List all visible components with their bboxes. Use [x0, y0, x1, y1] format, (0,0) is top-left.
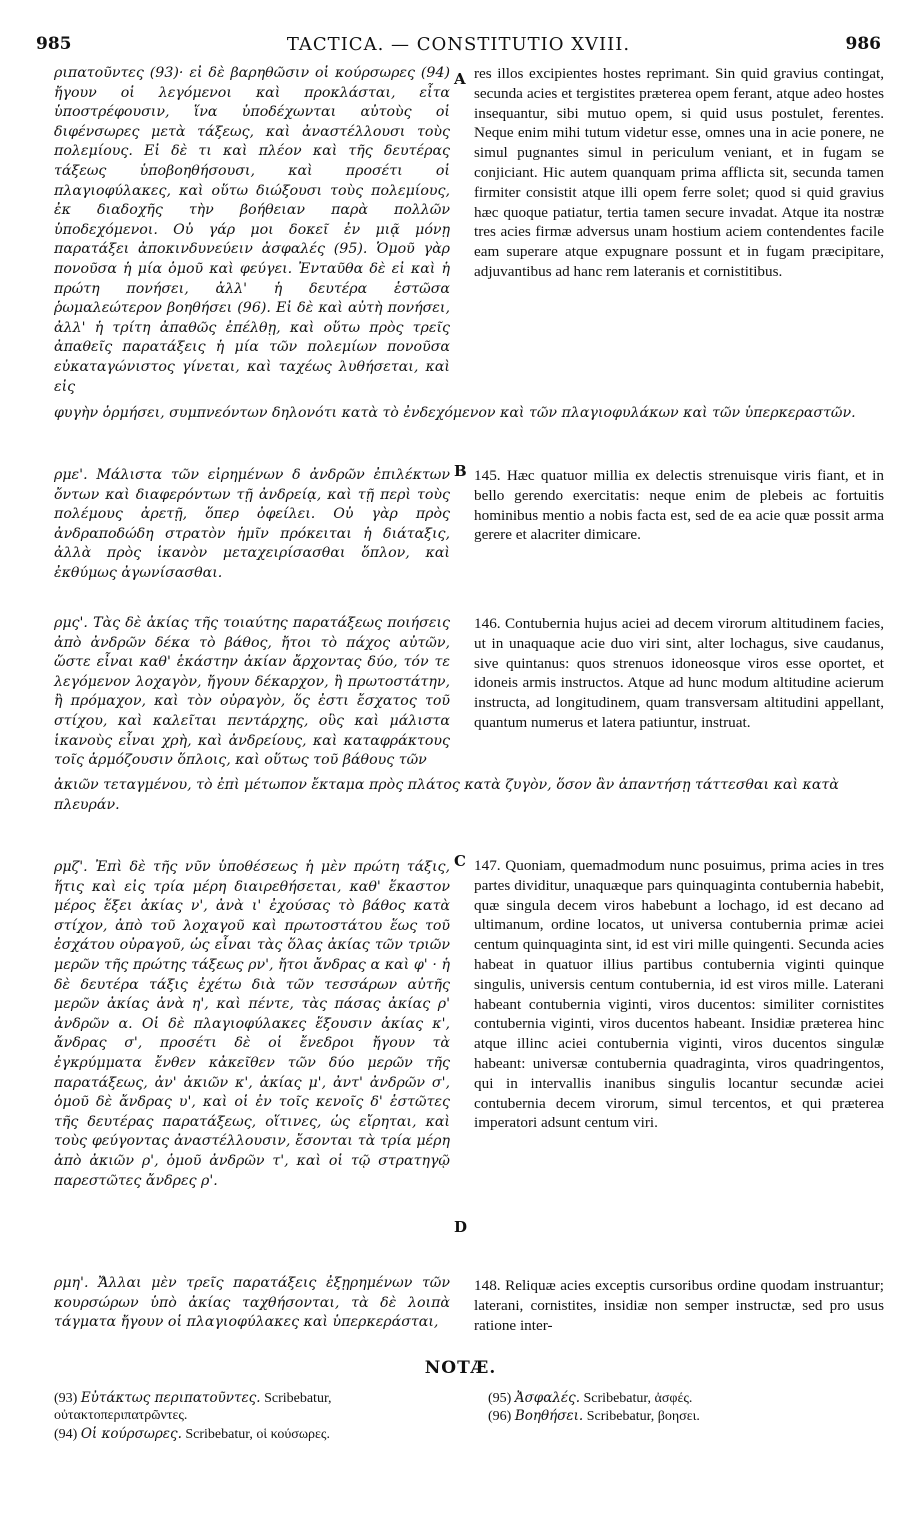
margin-letter-d: D — [454, 1218, 468, 1236]
latin-text-148: 148. Reliquæ acies exceptis cursoribus ordine quodam instruantur; laterani, cornistites, insidiæ non semper instructæ, sed pro usus ratione inter- — [474, 1277, 884, 1334]
note-95-number: (95) — [488, 1391, 512, 1406]
latin-text-1: res illos excipientes hostes reprimant. Sin quid gravius contingat, secunda acies et tergistites præterea opem ferant, atque adeo hostes insequantur, sibi mutuo opem, si quid usus postulet, ferentes. Neque enim mihi tutum videtur esse, omnes una in acie ponere, ne simul pugnantes simul in periculum veniant, et in fugam se conjiciant. Hic autem quanquam prima afflicta sit, secunda tamen firmiter consistit atque illi opem ferre solet; quod si quid gravius hæc quoque patiatur, tertia tamen secure invadat. Atque ita nostræ tres acies firmæ adversus unam hostium aciem contendentes facile eam superare atque expugnare possunt et in fugam præcipitare, adjuvantibus ad hanc rem lateranis et cornistitibus. — [474, 65, 884, 280]
margin-letter-b: B — [454, 462, 467, 480]
right-page-number: 986 — [845, 34, 881, 54]
left-page-number: 985 — [36, 34, 72, 54]
running-title: TACTICA. — CONSTITUTIO XVIII. — [286, 34, 631, 55]
latin-paragraph-145 — [474, 466, 884, 545]
margin-letter-c: C — [454, 852, 466, 870]
greek-paragraph-147 — [54, 858, 450, 1191]
greek-paragraph-146 — [54, 614, 450, 771]
greek-paragraph-146-tail: ἀκιῶν τεταγμένου, τὸ ἐπὶ μέτωπον ἔκταμα πρὸς πλάτος κατὰ ζυγὸν, ὅσον ἂν ἀπαντήσῃ τάττεσθαι καὶ κατὰ πλευράν. — [54, 777, 839, 813]
greek-paragraph-1-tail: φυγὴν ὁρμήσει, συμπνεόντων δηλονότι κατὰ τὸ ἐνδεχόμενον καὶ τῶν πλαγιοφυλάκων καὶ τῶν ὑπερκεραστῶν. — [54, 405, 856, 421]
notes-heading: NOTÆ. — [424, 1358, 497, 1378]
latin-paragraph-147 — [474, 856, 884, 1133]
note-96-lemma: Βοηθήσει. — [514, 1408, 584, 1424]
note-94-text: Scribebatur, οἱ κούσωρες. — [185, 1427, 330, 1442]
note-96 — [488, 1408, 888, 1425]
note-93-number: (93) — [54, 1391, 78, 1406]
note-94 — [54, 1426, 454, 1443]
note-95-text: Scribebatur, ἀσφές. — [583, 1391, 693, 1406]
note-94-lemma: Οἱ κούρσωρες. — [80, 1426, 182, 1442]
note-94-number: (94) — [54, 1427, 78, 1442]
latin-text-145: 145. Hæc quatuor millia ex delectis strenuisque viris fiant, et in bello gerendo exercitatis: neque enim de plebeis ac fortuitis hominibus mentio a nobis facta est, sed de ea acie quæ possit arma gerere et alacriter dimicare. — [474, 467, 884, 544]
latin-paragraph-146 — [474, 614, 884, 733]
greek-text-145: ρμε'. Μάλιστα τῶν εἰρημένων δ ἀνδρῶν ἐπιλέκτων ὄντων καὶ διαφερόντων τῇ ἀνδρείᾳ, καὶ τῇ περὶ τοὺς πολέμους ἀρετῇ, ὅπερ ὀφείλει. Οὐ γὰρ πρὸς ἀνδραποδώδη στρατὸν ἡμῖν πρόκειται ἡ διάταξις, ἀλλὰ πρὸς ἱκανὸν μεταχειρίσασθαι ὅπλον, καὶ ἐκθύμως ἀγωνίσασθαι. — [54, 467, 450, 581]
greek-paragraph-148 — [54, 1274, 450, 1333]
margin-letter-a: A — [454, 70, 466, 88]
note-95-lemma: Ἀσφαλές. — [514, 1390, 581, 1406]
greek-text-146: ρμς'. Τὰς δὲ ἀκίας τῆς τοιαύτης παρατάξεως ποιήσεις ἀπὸ ἀνδρῶν δέκα τὸ βάθος, ἤτοι τὸ πάχος αὐτῶν, ὥστε εἶναι καθ' ἑκάστην ἀκίαν ἄρχοντας δύο, τόν τε λεγόμενον λοχαγὸν, ἤγουν δέκαρχον, ἢ πρωτοστάτην, ἢ πρόμαχον, καὶ τὸν οὐραγὸν, ὅς ἐστι ἔσχατος τοῦ στίχου, καὶ καλεῖται πεντάρχης, οὓς καὶ μάλιστα ἱκανοὺς εἶναι χρὴ, καὶ ἀνδρείους, καὶ καταφράκτους τοῖς ἁρμόζουσιν ὅπλοις, καὶ οὕτως τοῦ βάθους τῶν — [54, 615, 450, 769]
latin-paragraph-1 — [474, 64, 884, 282]
note-95 — [488, 1390, 888, 1407]
latin-text-146: 146. Contubernia hujus aciei ad decem virorum altitudinem facies, ut in unaquaque acie duo viri sint, alter lochagus, sive caudanus, sive quintanus: quos strenuos idoneosque viros esse oportet, et idoneis armis instructos. Atque ad hunc modum altitudine acierum instructa, ad longitudinem, quam transversam altitudini appellant, quantum numerus et latera patiuntur, instruat. — [474, 615, 884, 731]
note-93 — [54, 1390, 454, 1424]
note-96-number: (96) — [488, 1409, 512, 1424]
greek-paragraph-145 — [54, 466, 450, 584]
note-93-lemma: Εὐτάκτως περιπατοῦντες. — [80, 1390, 261, 1406]
page-header — [36, 34, 881, 58]
note-93-text: Scribebatur, οὐτακτοπεριπατρῶντες. — [54, 1391, 332, 1423]
note-96-text: Scribebatur, βοησει. — [586, 1409, 700, 1424]
latin-text-147: 147. Quoniam, quemadmodum nunc posuimus, prima acies in tres partes dividitur, unaquæque pars quinquaginta contubernia habebit, quæ singula decem viros habebunt a lochago, id est decano ad ultimanum, ordine locatos, ut universa contubernia primæ aciei centum quinquaginta sint, id est viri mille quingenti. Secunda acies habeat in quatuor illius partibus contubernia viginti quinque singulis, universis centum contubernia, id est viros mille. Laterani habeant contubernia viginti, viros ducentos: similiter cornistites contubernia viginti, viros ducentos habeant. Insidiæ præterea hinc atque illinc aciei contubernia viginti, viros ducentos singulæ habeant: universæ contubernia quadraginta, viros quadringentos, qui in intervallis inanibus singulis locantur secundæ aciei contubernia decem virorum, simul tercentos, et qui præterea imperatori adsunt centum viri. — [474, 857, 884, 1132]
greek-paragraph-1 — [54, 64, 450, 397]
greek-text-148: ρμη'. Ἄλλαι μὲν τρεῖς παρατάξεις ἐξῃρημένων τῶν κουρσώρων ὑπὸ ἀκίας ταχθήσονται, τὰ δὲ λοιπὰ τάγματα ἤγουν οἱ πλαγιοφύλακες καὶ ὑπερκεράσται, — [54, 1275, 450, 1331]
greek-text-147: ρμζ'. Ἐπὶ δὲ τῆς νῦν ὑποθέσεως ἡ μὲν πρώτη τάξις, ἥτις καὶ εἰς τρία μέρη διαιρεθήσεται, καθ' ἕκαστον μέρος ἕξει ἀκίας ν', ἀνὰ ι' ἐχούσας τὸ βάθος κατὰ στίχον, ἀπὸ τοῦ λοχαγοῦ καὶ πρωτοστάτου ἕως τοῦ ἐσχάτου οὐραγοῦ, ὡς εἶναι τὰς ὅλας ἀκίας τῶν τριῶν μερῶν τῆς πρώτης τάξεως ρν', ἤτοι ἄνδρας α καὶ φ' · ἡ δὲ δευτέρα τάξις ἐχέτω διὰ τῶν τεσσάρων αὐτῆς μερῶν ἀκίας ἀνὰ η', καὶ πέντε, τὰς πάσας ἀκίας ρ' ἀνδρῶν α. Οἱ δὲ πλαγιοφύλακες ἕξουσιν ἀκίας κ', ἄνδρας σ', προσέτι δὲ οἱ ἔνεδροι ἤγουν τὰ ἐγκρύμματα ἔνθεν κἀκεῖθεν τῶν δύο μερῶν τῆς παρατάξεως, ἀν' ἀκιῶν κ', ἀκίας μ', ἀντ' ἀνδρῶν σ', ὁμοῦ δὲ ἄνδρας υ', καὶ οἱ ἐν τοῖς κενοῖς δ' ἑστῶτες τῆς δευτέρας παρατάξεως, οἵτινες, ὡς εἴρηται, καὶ τοὺς φεύγοντας ἀναστέλλουσιν, ἔσονται τὰ τρία μέρη ἀπὸ ἀκιῶν ρ', ὁμοῦ ἀνδρῶν τ', καὶ οἱ τῷ στρατηγῷ παρεστῶτες ἄνδρες ρ'. — [54, 859, 450, 1189]
latin-paragraph-148 — [474, 1276, 884, 1335]
greek-text-1: ριπατοῦντες (93)· εἰ δὲ βαρηθῶσιν οἱ κούρσωρες (94) ἤγουν οἱ λεγόμενοι καὶ προκλάσται, εἶτα ὑποστρέφουσιν, ἵνα ὑποδέχωνται αὐτοὺς οἱ διφένσωρες μετὰ τάξεως, καὶ ἀναστέλλουσι τοὺς πολεμίους. Εἰ δὲ τι καὶ πλέον καὶ τῆς δευτέρας τάξεως ὑποβοηθήσουσι, καὶ προσέτι οἱ πλαγιοφύλακες, καὶ οὕτω διώξουσι τοὺς πολεμίους, ἐκ διαδοχῆς τὴν βοήθειαν παρὰ πολλῶν ὑποδεχόμενοι. Οὐ γάρ μοι δοκεῖ ἐν μιᾷ μόνῃ παρατάξει ἀποκινδυνεύειν ἀσφαλές (95). Ὁμοῦ γὰρ πονοῦσα ἡ μία ὁμοῦ καὶ φεύγει. Ἐνταῦθα δὲ εἰ καὶ ἡ πρώτη πονήσει, ἀλλ' ἡ δευτέρα ἑστῶσα ῥωμαλεώτερον βοηθήσει (96). Εἰ δὲ καὶ αὐτὴ πονήσει, ἀλλ' ἡ τρίτη ἀπαθῶς ἐπέλθῃ, καὶ οὕτω πρὸς τρεῖς ἀπαθεῖς παρατάξεις ἡ μία τῶν πολεμίων πονοῦσα εὐκαταγώνιστος γίνεται, καὶ ταχέως λυθήσεται, καὶ εἰς — [54, 65, 450, 395]
